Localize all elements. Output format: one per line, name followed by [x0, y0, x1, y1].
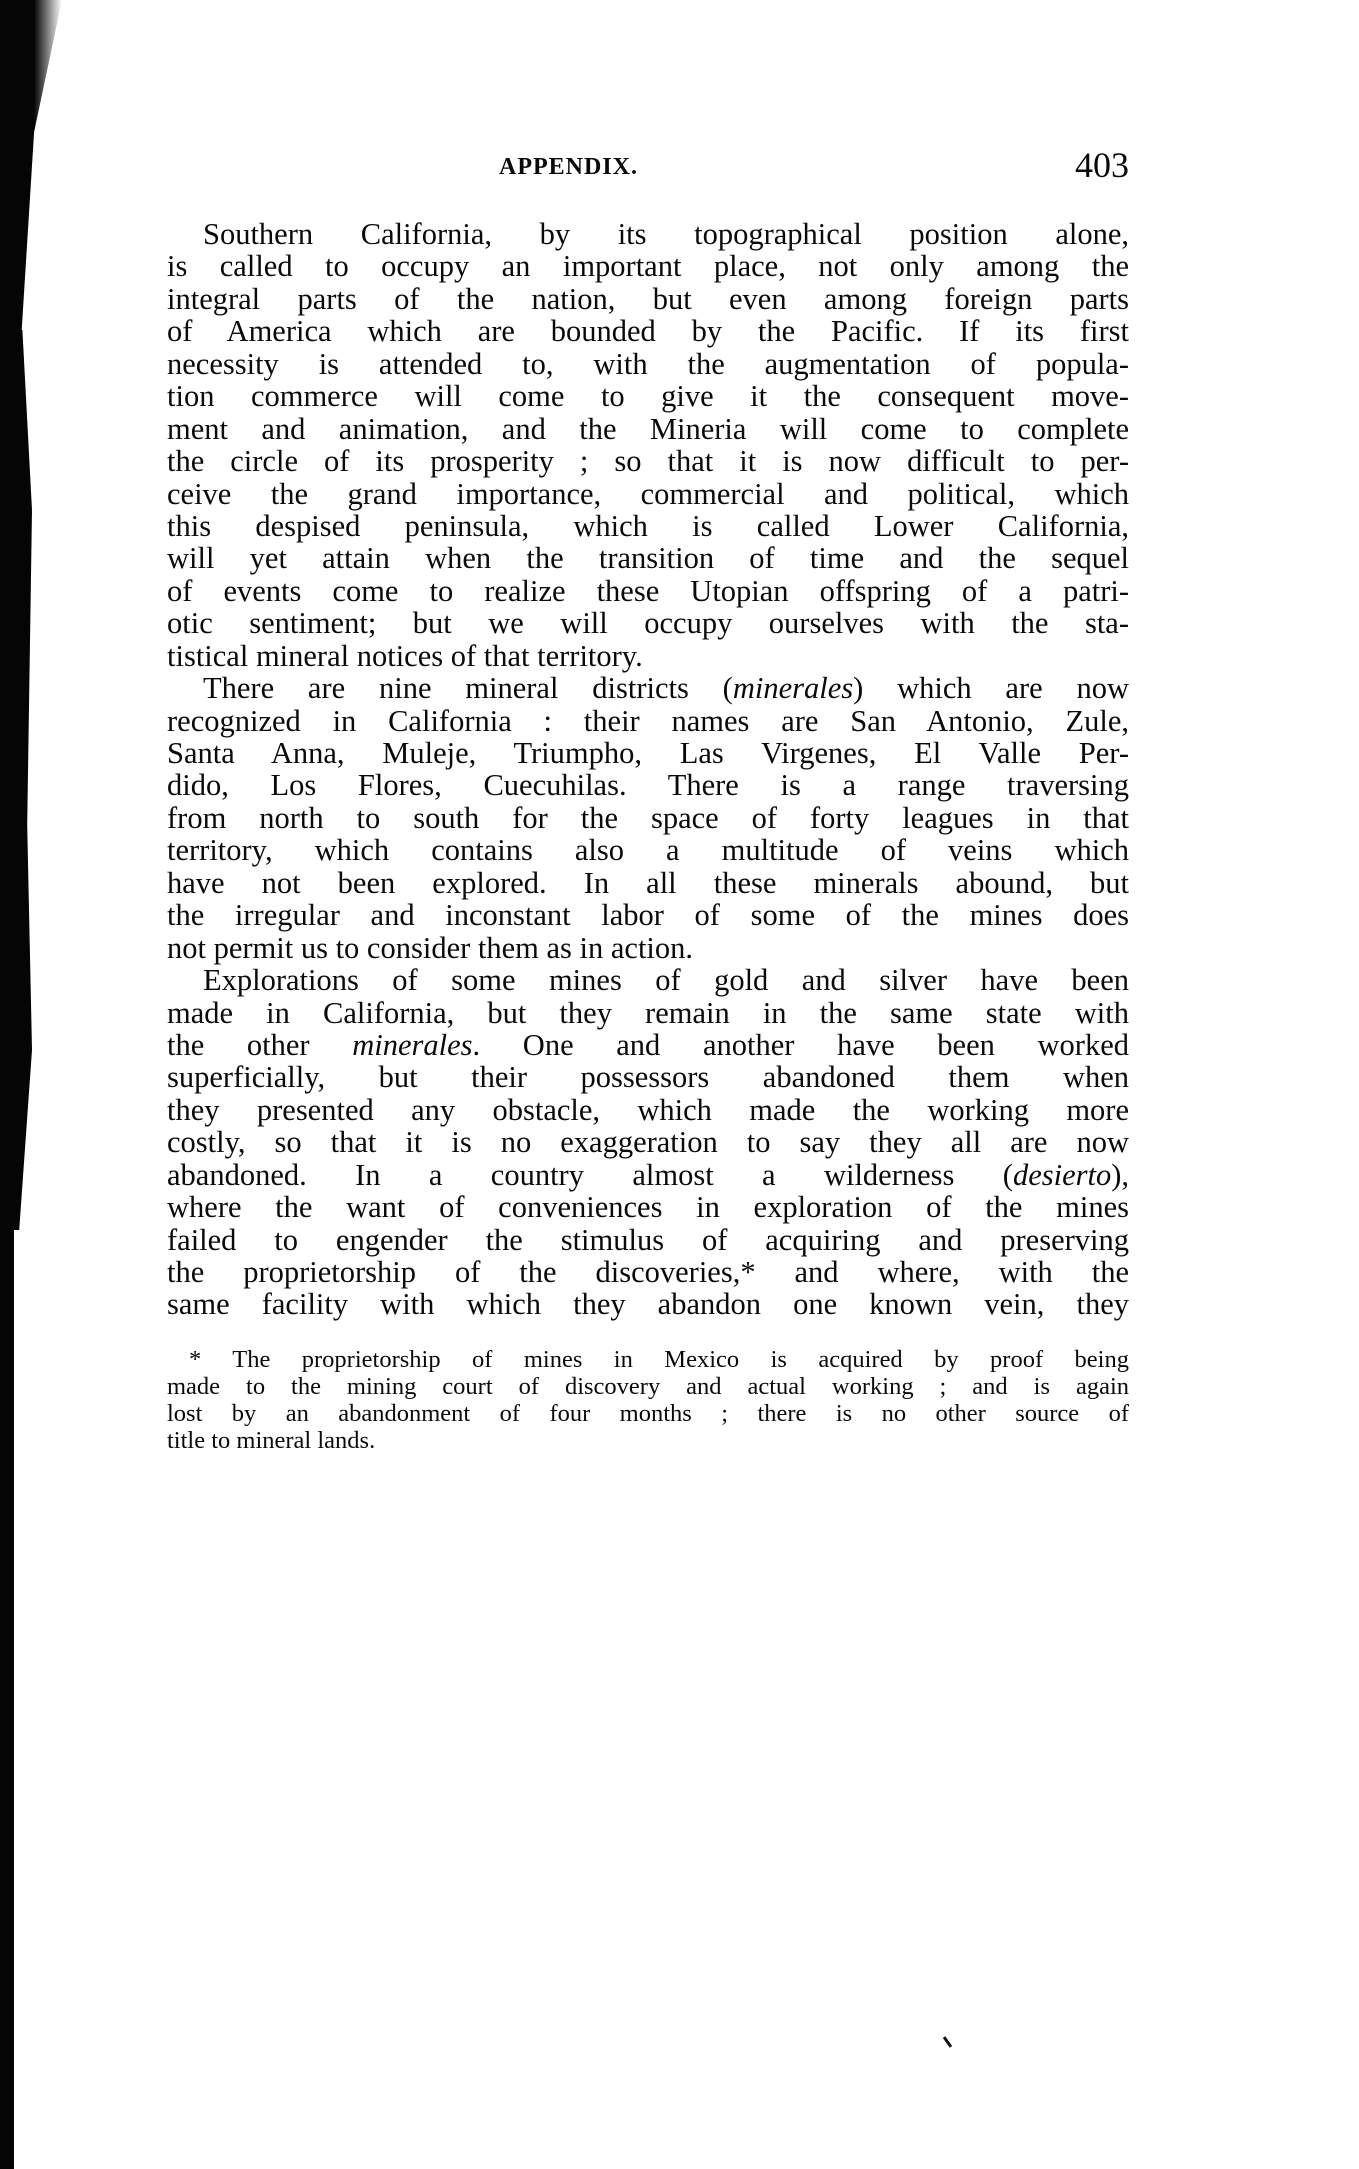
- text-line: ceive the grand importance, commercial and political, which: [167, 476, 1129, 511]
- footnote-line: title to mineral lands.: [167, 1426, 376, 1454]
- page-number: 403: [1075, 145, 1129, 185]
- text-line: will yet attain when the transition of time and the sequel: [167, 541, 1129, 576]
- text-line: necessity is attended to, with the augmentation of popula-: [167, 346, 1129, 381]
- text-line: made in California, but they remain in the same state with: [167, 995, 1129, 1030]
- text-line: integral parts of the nation, but even among foreign parts: [167, 281, 1129, 316]
- text-segment: . One and another have been worked: [472, 1027, 1129, 1062]
- scan-edge-shadow-top: [0, 0, 62, 330]
- text-segment: the other: [167, 1027, 353, 1062]
- text-line: of events come to realize these Utopian offspring of a patri-: [167, 573, 1129, 608]
- text-line: dido, Los Flores, Cuecuhilas. There is a range traversing: [167, 768, 1129, 803]
- text-line: where the want of conveniences in exploration of the mines: [167, 1190, 1129, 1225]
- text-segment: ),: [1111, 1157, 1129, 1192]
- text-line: [167, 1029, 1129, 1061]
- text-line: of America which are bounded by the Pacific. If its first: [167, 314, 1129, 349]
- footnote: [167, 1346, 1129, 1454]
- book-page: [167, 140, 1129, 1454]
- text-line: they presented any obstacle, which made the working more: [167, 1092, 1129, 1127]
- text-segment: abandoned. In a country almost a wilderness (: [167, 1157, 1013, 1192]
- text-line: recognized in California : their names are San Antonio, Zule,: [167, 703, 1129, 738]
- text-line: costly, so that it is no exaggeration to say they all are now: [167, 1125, 1129, 1160]
- text-line: failed to engender the stimulus of acquiring and preserving: [167, 1222, 1129, 1257]
- text-line: [167, 1159, 1129, 1191]
- text-line: from north to south for the space of forty leagues in that: [167, 800, 1129, 835]
- text-line: not permit us to consider them as in action.: [167, 930, 694, 965]
- text-line: otic sentiment; but we will occupy ourselves with the sta-: [167, 606, 1129, 641]
- text-line: ment and animation, and the Mineria will come to complete: [167, 411, 1129, 446]
- text-line: have not been explored. In all these minerals abound, but: [167, 865, 1129, 900]
- text-line: is called to occupy an important place, not only among the: [167, 249, 1129, 284]
- running-head-title: APPENDIX.: [499, 154, 638, 180]
- scan-speck: [943, 2036, 952, 2048]
- text-line: same facility with which they abandon one known vein, they: [167, 1287, 1129, 1322]
- text-line: the circle of its prosperity ; so that it is now difficult to per-: [167, 444, 1129, 479]
- footnote-line: * The proprietorship of mines in Mexico is acquired by proof being: [189, 1345, 1129, 1373]
- text-line: territory, which contains also a multitude of veins which: [167, 833, 1129, 868]
- italic-term: desierto: [1012, 1157, 1112, 1192]
- text-line: the proprietorship of the discoveries,* and where, with the: [167, 1255, 1129, 1289]
- text-segment: ) which are now: [853, 671, 1129, 706]
- text-line: this despised peninsula, which is called Lower California,: [167, 508, 1129, 543]
- italic-term: minerales: [732, 671, 854, 706]
- scan-edge-shadow-middle: [0, 330, 32, 1230]
- body-text: [167, 218, 1129, 1321]
- footnote-line: made to the mining court of discovery and actual working ; and is again: [167, 1372, 1129, 1400]
- text-line: tistical mineral notices of that territory.: [167, 638, 643, 673]
- text-line: Explorations of some mines of gold and silver have been: [203, 963, 1129, 998]
- footnote-line: lost by an abandonment of four months ; there is no other source of: [167, 1399, 1129, 1427]
- text-line: superficially, but their possessors abandoned them when: [167, 1060, 1129, 1095]
- text-line: [167, 672, 1129, 704]
- text-line: Southern California, by its topographical position alone,: [203, 217, 1129, 251]
- text-line: the irregular and inconstant labor of some of the mines does: [167, 898, 1129, 933]
- running-head: [167, 140, 1129, 194]
- text-segment: There are nine mineral districts (: [203, 671, 733, 706]
- text-line: Santa Anna, Muleje, Triumpho, Las Virgenes, El Valle Per-: [167, 736, 1129, 770]
- text-line: tion commerce will come to give it the consequent move-: [167, 379, 1129, 414]
- italic-term: minerales: [352, 1027, 473, 1062]
